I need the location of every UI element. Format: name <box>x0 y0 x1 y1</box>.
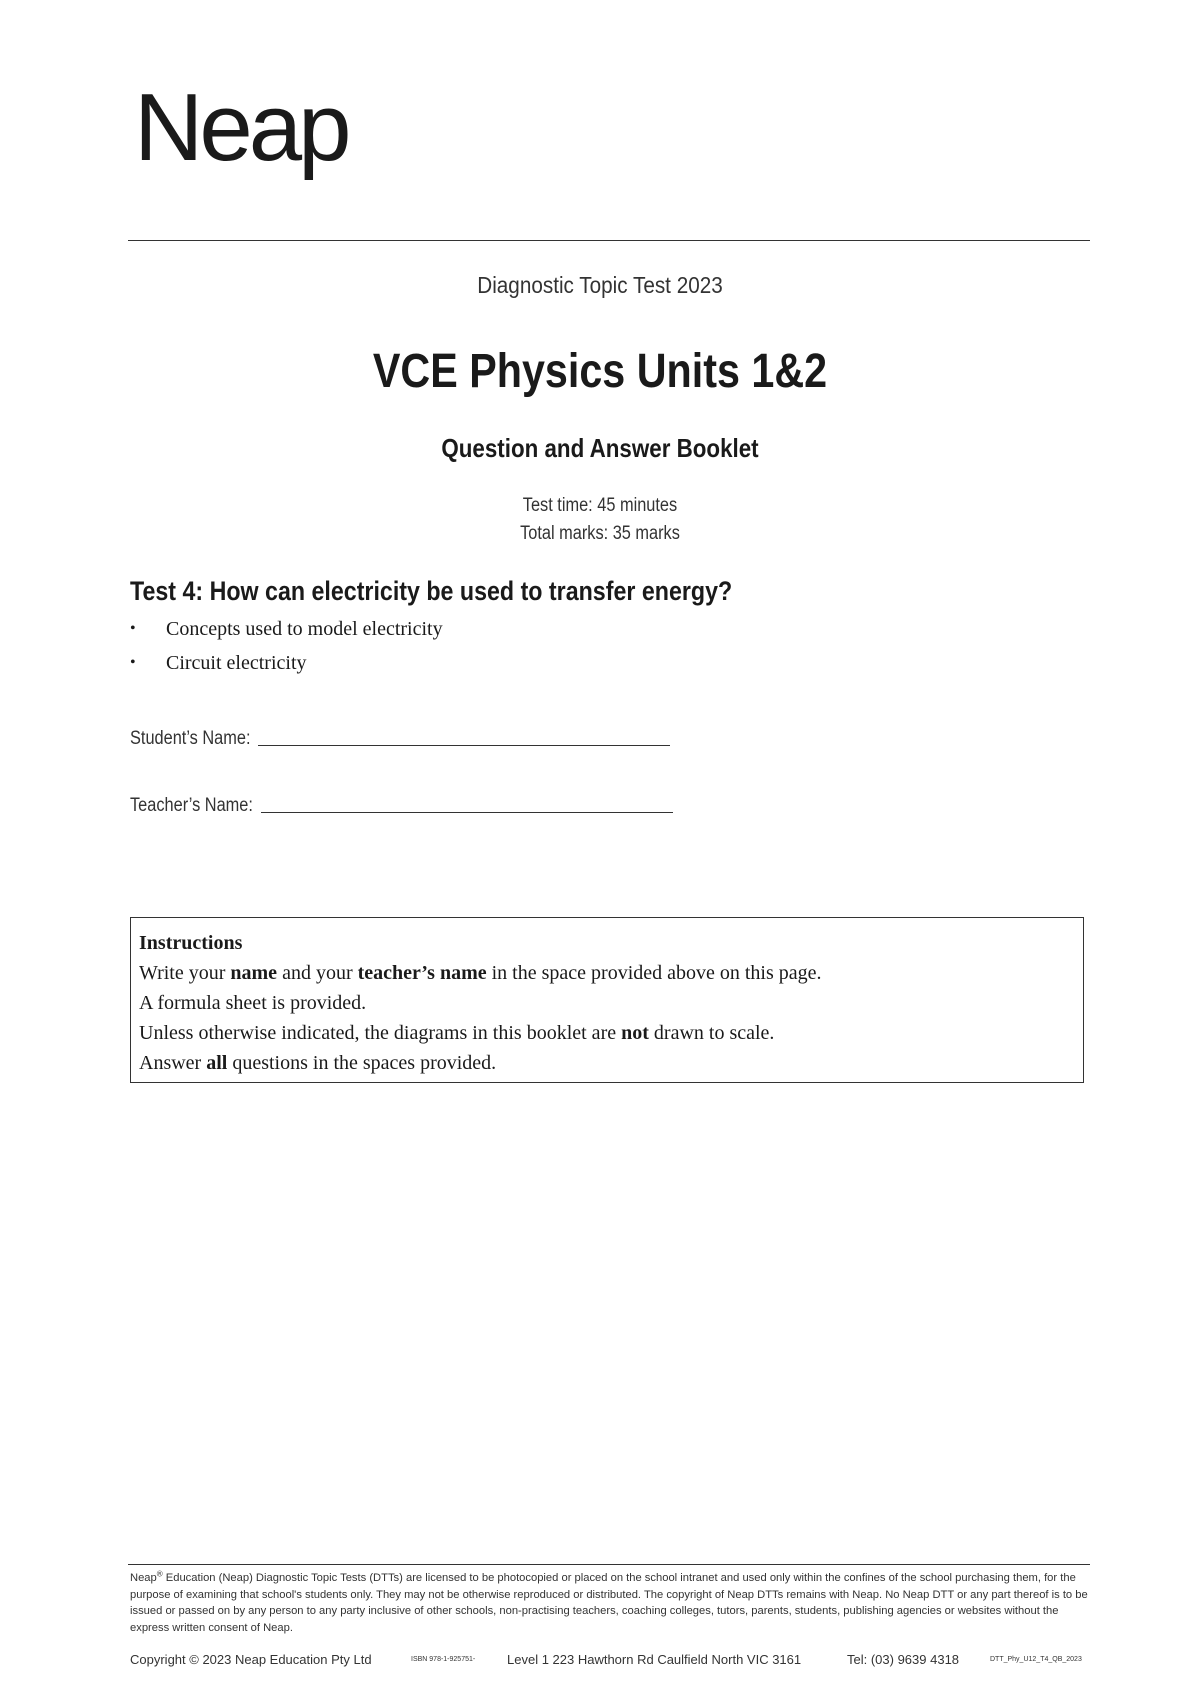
list-item <box>130 646 443 680</box>
license-text: Education (Neap) Diagnostic Topic Tests (DTTs) are licensed to be photocopied or placed on the school intranet and used only within the confines of the school purchasing them, for the purpose of examining that school's students only. They may not be otherwise reproduced or distributed. The copyright of Neap DTTs remains with Neap. No Neap DTT or any part thereof is to be issued or passed on by any person to any party inclusive of other schools, non-practising teachers, coaching colleges, tutors, parents, students, publishing agencies or websites without the express written consent of Neap. <box>130 1572 1088 1634</box>
instruction-text: Answer <box>139 1052 207 1074</box>
license-brand: Neap <box>130 1572 157 1584</box>
topic-label: Circuit electricity <box>166 652 307 674</box>
instruction-emphasis: teacher’s name <box>357 962 487 984</box>
instruction-line <box>139 958 1075 988</box>
address-text: Level 1 223 Hawthorn Rd Caulfield North VIC 3161 <box>507 1652 802 1667</box>
student-name-row <box>130 728 670 750</box>
bullet-icon: • <box>130 620 136 637</box>
test-time: Test time: 45 minutes <box>522 495 678 516</box>
instruction-line: A formula sheet is provided. <box>139 992 367 1014</box>
header-divider <box>128 240 1090 241</box>
registered-mark: ® <box>156 1569 163 1579</box>
isbn-text: ISBN 978-1-925751- <box>411 1656 476 1663</box>
footer <box>130 1652 1090 1672</box>
instruction-emphasis: all <box>206 1052 228 1074</box>
list-item <box>130 612 443 646</box>
teacher-name-field[interactable] <box>261 812 673 813</box>
topic-label: Concepts used to model electricity <box>166 618 443 640</box>
telephone-text: Tel: (03) 9639 4318 <box>847 1652 960 1667</box>
instructions-box <box>130 917 1084 1083</box>
instruction-text: questions in the spaces provided. <box>227 1052 497 1074</box>
neap-logo: Neap <box>134 74 348 181</box>
test-series-subtitle: Diagnostic Topic Test 2023 <box>477 272 723 298</box>
bullet-icon: • <box>130 654 136 671</box>
footer-divider <box>128 1564 1090 1565</box>
topic-list <box>130 612 443 680</box>
total-marks: Total marks: 35 marks <box>520 523 680 544</box>
instruction-text: Unless otherwise indicated, the diagrams in this booklet are <box>139 1022 622 1044</box>
test-heading: Test 4: How can electricity be used to transfer energy? <box>130 576 733 606</box>
instruction-text: drawn to scale. <box>648 1022 775 1044</box>
student-name-field[interactable] <box>258 745 670 746</box>
instruction-emphasis: not <box>621 1022 649 1044</box>
instruction-text: Write your <box>139 962 231 984</box>
teacher-name-row <box>130 795 673 817</box>
page-title: VCE Physics Units 1&2 <box>372 345 828 398</box>
license-notice <box>130 1570 1090 1636</box>
student-name-label: Student’s Name: <box>130 728 251 749</box>
booklet-type: Question and Answer Booklet <box>441 433 759 463</box>
instruction-line <box>139 1048 1075 1078</box>
document-code: DTT_Phy_U12_T4_QB_2023 <box>990 1656 1082 1663</box>
instruction-text: and your <box>277 962 358 984</box>
teacher-name-label: Teacher’s Name: <box>130 795 253 816</box>
instruction-line <box>139 1018 1075 1048</box>
instructions-heading: Instructions <box>139 932 243 954</box>
instruction-text: in the space provided above on this page. <box>486 962 822 984</box>
copyright-text: Copyright © 2023 Neap Education Pty Ltd <box>130 1652 372 1667</box>
instruction-emphasis: name <box>230 962 278 984</box>
